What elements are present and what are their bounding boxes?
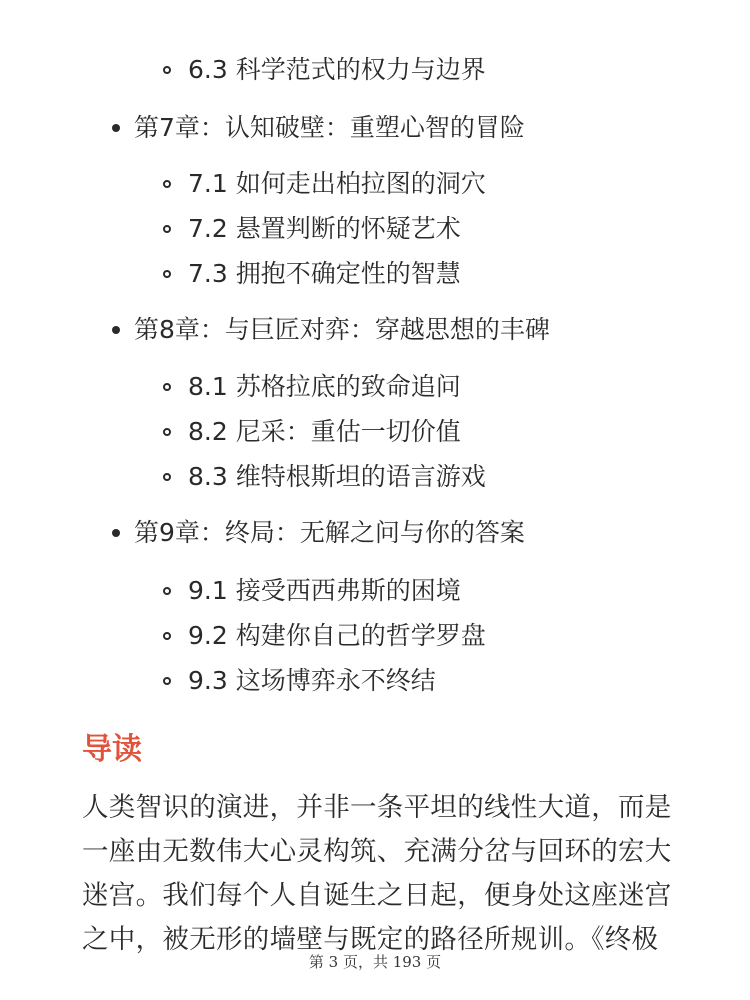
toc-subsection-9-2[interactable]: 9.2 构建你自己的哲学罗盘: [188, 621, 486, 650]
body-line: 一座由无数伟大心灵构筑、充满分岔与回环的宏大: [82, 836, 672, 867]
section-body: [82, 786, 672, 962]
toc-chapter-9[interactable]: 第9章：终局：无解之问与你的答案: [134, 518, 525, 547]
toc-subsection-6-3[interactable]: 6.3 科学范式的权力与边界: [188, 55, 486, 84]
circle-bullet-icon: [163, 632, 171, 640]
page-number: 第 3 页，共 193 页: [308, 953, 442, 971]
section-heading: 导读: [82, 732, 142, 767]
circle-bullet-icon: [163, 587, 171, 595]
circle-bullet-icon: [163, 66, 171, 74]
toc-subsection-8-1[interactable]: 8.1 苏格拉底的致命追问: [188, 372, 461, 401]
disc-bullet-icon: [112, 124, 120, 132]
circle-bullet-icon: [163, 473, 171, 481]
toc-subsection-7-3[interactable]: 7.3 拥抱不确定性的智慧: [188, 259, 461, 288]
circle-bullet-icon: [163, 270, 171, 278]
body-line: 人类智识的演进，并非一条平坦的线性大道，而是: [82, 792, 672, 823]
toc-subsection-9-3[interactable]: 9.3 这场博弈永不终结: [188, 666, 436, 695]
circle-bullet-icon: [163, 180, 171, 188]
toc-subsection-7-1[interactable]: 7.1 如何走出柏拉图的洞穴: [188, 169, 486, 198]
circle-bullet-icon: [163, 677, 171, 685]
toc-chapter-8[interactable]: 第8章：与巨匠对弈：穿越思想的丰碑: [134, 315, 550, 344]
circle-bullet-icon: [163, 428, 171, 436]
toc-subsection-8-2[interactable]: 8.2 尼采：重估一切价值: [188, 417, 461, 446]
body-line: 之中，被无形的墙壁与既定的路径所规训。《终极: [82, 924, 659, 955]
circle-bullet-icon: [163, 383, 171, 391]
circle-bullet-icon: [163, 225, 171, 233]
toc-chapter-7[interactable]: 第7章：认知破壁：重塑心智的冒险: [134, 113, 525, 142]
disc-bullet-icon: [112, 326, 120, 334]
disc-bullet-icon: [112, 529, 120, 537]
body-line: 迷宫。我们每个人自诞生之日起，便身处这座迷宫: [82, 880, 672, 911]
toc-subsection-7-2[interactable]: 7.2 悬置判断的怀疑艺术: [188, 214, 461, 243]
toc-subsection-8-3[interactable]: 8.3 维特根斯坦的语言游戏: [188, 462, 486, 491]
toc-subsection-9-1[interactable]: 9.1 接受西西弗斯的困境: [188, 576, 461, 605]
